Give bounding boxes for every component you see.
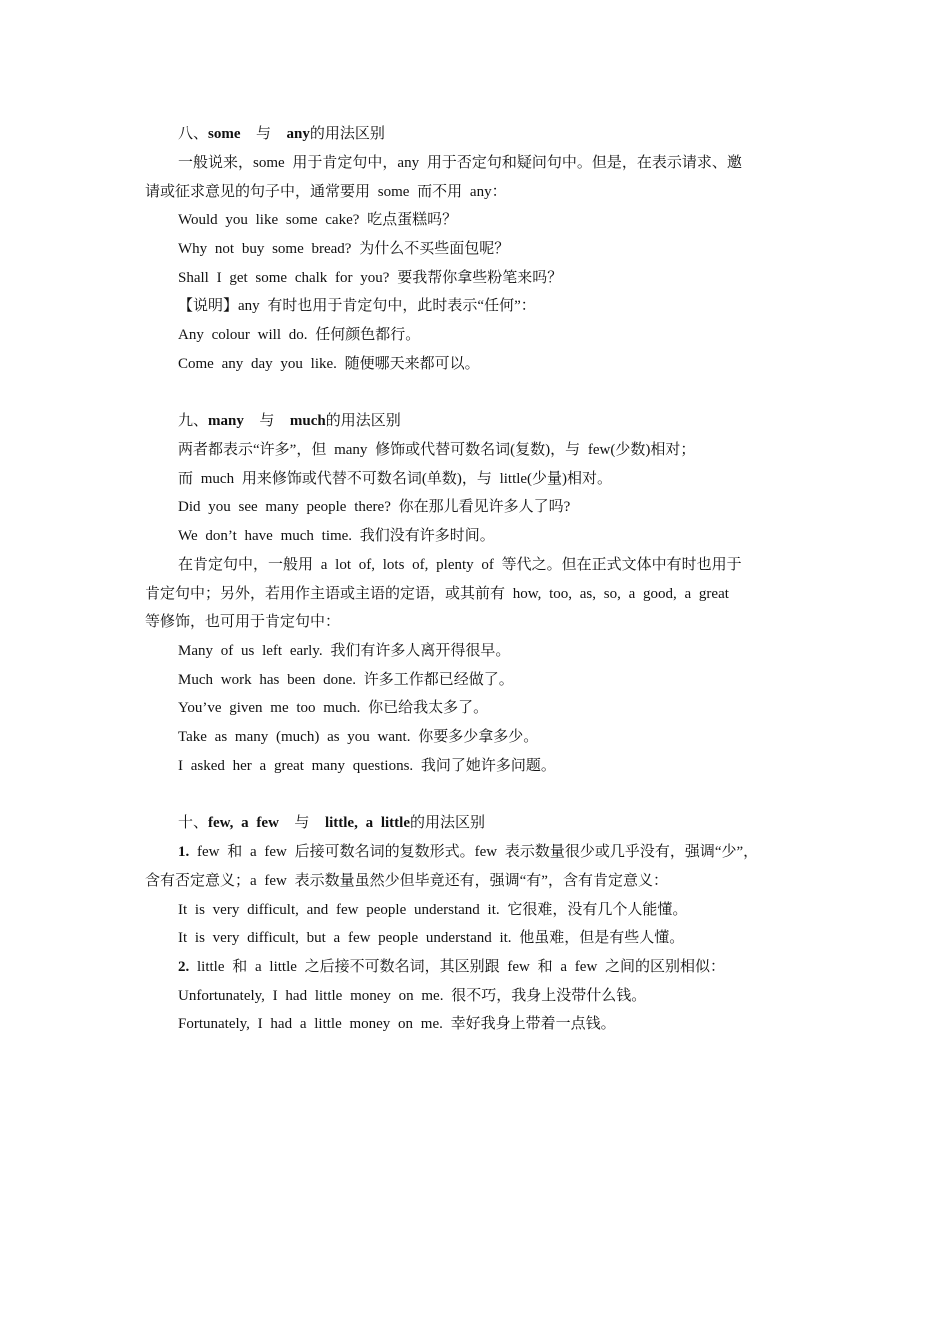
example-sentence: Did you see many people there? 你在那儿看见许多人了吗? [178, 499, 571, 515]
example-sentence: I asked her a great many questions. 我问了她许多问题。 [178, 758, 556, 774]
heading-keyword: any [286, 126, 310, 142]
heading-tail: 的用法区别 [410, 815, 486, 831]
item-number: 2. [178, 959, 190, 975]
note-line: 【说明】any 有时也用于肯定句中，此时表示“任何”： [178, 298, 536, 314]
heading-conjunction: 与 [259, 413, 275, 429]
example-sentence: Would you like some cake? 吃点蛋糕吗？ [178, 212, 458, 228]
heading-conjunction: 与 [256, 126, 272, 142]
paragraph-text: few 和 a few 后接可数名词的复数形式。few 表示数量很少或几乎没有，强调“少”， [189, 844, 759, 860]
heading-tail: 的用法区别 [325, 413, 401, 429]
paragraph-line: 两者都表示“许多”，但 many 修饰或代替可数名词(复数)，与 few(少数)相对； [178, 442, 696, 458]
heading-tail: 的用法区别 [309, 126, 385, 142]
paragraph-line: 肯定句中；另外，若用作主语或主语的定语，或其前有 how, too, as, so, a good, a great [145, 586, 729, 602]
example-sentence: You’ve given me too much. 你已给我太多了。 [178, 700, 489, 716]
heading-number: 八、 [178, 126, 209, 142]
numbered-paragraph-line [178, 957, 725, 977]
heading-keyword: many [208, 413, 244, 429]
paragraph-line: 请或征求意见的句子中，通常要用 some 而不用 any： [145, 184, 507, 200]
example-sentence: Why not buy some bread? 为什么不买些面包呢？ [178, 241, 510, 257]
heading-keyword: some [208, 126, 241, 142]
paragraph-line: 在肯定句中，一般用 a lot of, lots of, plenty of 等代之。但在正式文体中有时也用于 [178, 557, 742, 573]
example-sentence: Shall I get some chalk for you? 要我帮你拿些粉笔来吗？ [178, 270, 563, 286]
item-number: 1. [178, 844, 190, 860]
example-sentence: Take as many (much) as you want. 你要多少拿多少。 [178, 729, 539, 745]
section-9-heading [178, 411, 401, 431]
section-8-heading [178, 124, 385, 144]
section-10-heading [178, 813, 485, 833]
heading-number: 十、 [178, 815, 209, 831]
example-sentence: We don’t have much time. 我们没有许多时间。 [178, 528, 495, 544]
example-sentence: Many of us left early. 我们有许多人离开得很早。 [178, 643, 511, 659]
example-sentence: It is very difficult, and few people understand it. 它很难，没有几个人能懂。 [178, 902, 688, 918]
paragraph-line: 等修饰，也可用于肯定句中： [145, 614, 341, 630]
paragraph-line: 一般说来，some 用于肯定句中，any 用于否定句和疑问句中。但是，在表示请求、邀 [178, 155, 742, 171]
paragraph-line: 而 much 用来修饰或代替不可数名词(单数)，与 little(少量)相对。 [178, 471, 613, 487]
example-sentence: Any colour will do. 任何颜色都行。 [178, 327, 421, 343]
heading-number: 九、 [178, 413, 209, 429]
heading-keyword: few, a few [208, 815, 279, 831]
numbered-paragraph-line [178, 842, 758, 862]
heading-keyword: little, a little [324, 815, 410, 831]
example-sentence: Fortunately, I had a little money on me. 幸好我身上带着一点钱。 [178, 1016, 616, 1032]
paragraph-text: little 和 a little 之后接不可数名词，其区别跟 few 和 a few 之间的区别相似： [189, 959, 726, 975]
heading-conjunction: 与 [294, 815, 310, 831]
example-sentence: It is very difficult, but a few people understand it. 他虽难，但是有些人懂。 [178, 930, 685, 946]
example-sentence: Much work has been done. 许多工作都已经做了。 [178, 672, 514, 688]
example-sentence: Come any day you like. 随便哪天来都可以。 [178, 356, 480, 372]
example-sentence: Unfortunately, I had little money on me. 很不巧，我身上没带什么钱。 [178, 988, 647, 1004]
heading-keyword: much [289, 413, 326, 429]
paragraph-line: 含有否定意义；a few 表示数量虽然少但毕竟还有，强调“有”，含有肯定意义： [145, 873, 668, 889]
